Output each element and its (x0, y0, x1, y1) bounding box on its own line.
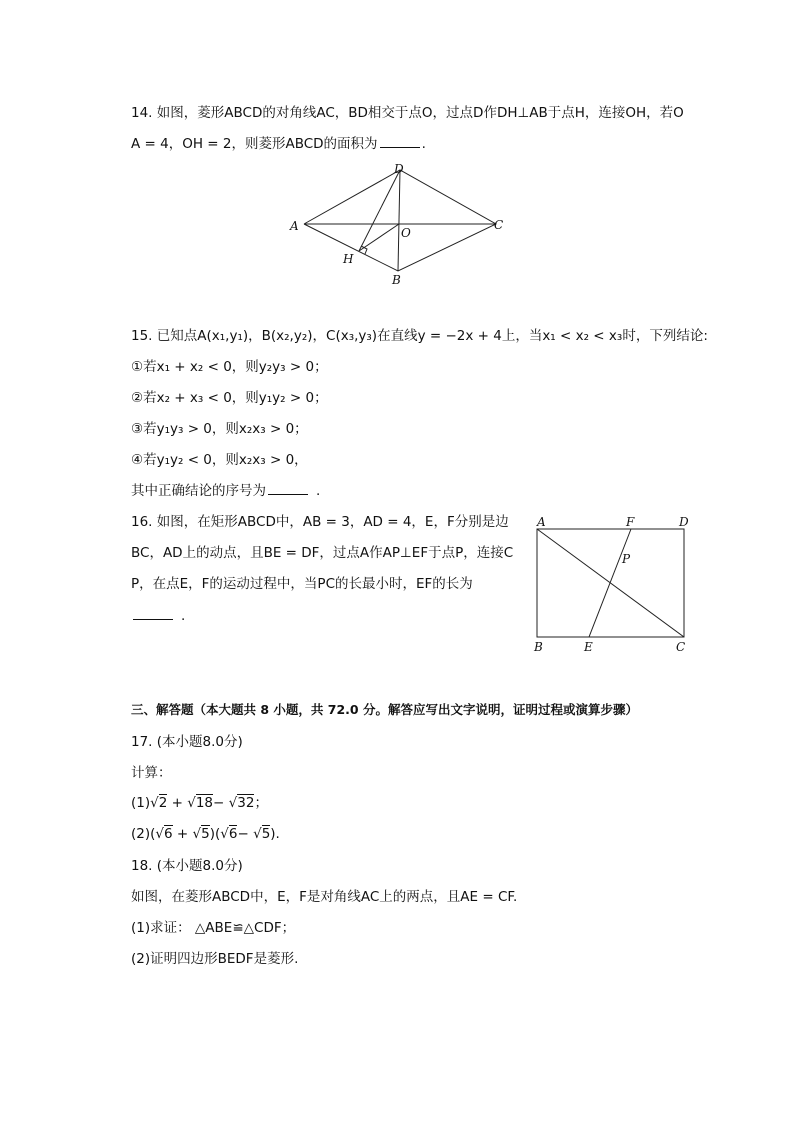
diagonal-bd (398, 170, 400, 271)
radicand: 6 (228, 826, 238, 842)
sqrt-symbol: √ (150, 795, 159, 811)
q18-part-1: (1)求证： △ABE≌△CDF； (131, 920, 296, 936)
sqrt-symbol: √ (228, 795, 238, 811)
label-p: P (622, 552, 631, 566)
q14-line2-text: A = 4，OH = 2，则菱形ABCD的面积为 (131, 136, 378, 152)
q16-line1: 16. 如图，在矩形ABCD中，AB = 3，AD = 4，E，F分别是边 (131, 514, 509, 530)
rhombus-figure-14 (280, 160, 520, 292)
label-a: A (290, 219, 299, 233)
q17-part-1: (1)√2 + √18− √32； (131, 795, 268, 811)
sqrt-symbol: √ (253, 826, 262, 842)
q16-period: . (181, 608, 186, 624)
label-o: O (401, 226, 411, 240)
segment-ef (589, 529, 631, 637)
radicand: 18 (195, 795, 214, 811)
q18-stem: 如图，在菱形ABCD中，E，F是对角线AC上的两点，且AE = CF. (131, 889, 518, 905)
q17-part-2: (2)(√6 + √5)(√6− √5). (131, 826, 280, 842)
q14-period: . (421, 136, 426, 152)
q15-option-3: ③若y₁y₃ > 0，则x₂x₃ > 0； (131, 421, 308, 437)
q15-period: . (316, 483, 321, 499)
label-a: A (537, 515, 546, 529)
q18-part-2: (2)证明四边形BEDF是菱形. (131, 951, 299, 967)
radicand: 2 (158, 795, 168, 811)
q17-header: 17. (本小题8.0分) (131, 734, 243, 750)
label-h: H (343, 252, 354, 266)
label-f: F (626, 515, 635, 529)
answer-blank-15[interactable] (268, 482, 308, 495)
segment-dh (359, 170, 400, 251)
label-c: C (676, 640, 686, 654)
rectangle-figure-16 (526, 512, 706, 657)
q16-line3: P，在点E，F的运动过程中，当PC的长最小时，EF的长为 (131, 576, 473, 592)
q15-stem: 15. 已知点A(x₁,y₁)，B(x₂,y₂)，C(x₃,y₃)在直线y = −2x + 4上，当x₁ < x₂ < x₃时，下列结论: (131, 328, 708, 344)
radicand: 5 (201, 826, 210, 842)
sqrt-symbol: √ (187, 795, 196, 811)
radicand: 6 (164, 826, 173, 842)
radicand: 5 (261, 826, 271, 842)
q17-intro: 计算： (131, 765, 172, 781)
q16-line2: BC，AD上的动点，且BE = DF，过点A作AP⊥EF于点P，连接C (131, 545, 514, 561)
q18-header: 18. (本小题8.0分) (131, 858, 243, 874)
label-b: B (392, 273, 401, 287)
q17-part-1-label: (1) (131, 795, 151, 811)
q15-option-2: ②若x₂ + x₃ < 0，则y₁y₂ > 0； (131, 390, 328, 406)
label-b: B (534, 640, 543, 654)
q15-option-1: ①若x₁ + x₂ < 0，则y₂y₃ > 0； (131, 359, 328, 375)
q17-part-2-label: (2) (131, 826, 151, 842)
answer-blank-16[interactable] (133, 607, 173, 620)
q14-line2 (131, 134, 426, 154)
q16-line4 (131, 606, 185, 626)
label-e: E (584, 640, 593, 654)
sqrt-symbol: √ (192, 826, 202, 842)
label-d: D (679, 515, 689, 529)
section-3-title: 三、解答题（本大题共 8 小题，共 72.0 分。解答应写出文字说明，证明过程或演算步骤） (131, 702, 638, 717)
q14-line1: 14. 如图，菱形ABCD的对角线AC，BD相交于点O，过点D作DH⊥AB于点H，连接OH，若O (131, 105, 684, 121)
q15-option-4: ④若y₁y₂ < 0，则x₂x₃ > 0， (131, 452, 308, 468)
segment-oh (359, 224, 399, 251)
label-c: C (494, 218, 504, 232)
sqrt-symbol: √ (220, 826, 229, 842)
answer-blank-14[interactable] (380, 135, 420, 148)
radicand: 32 (237, 795, 255, 811)
q15-answer-text: 其中正确结论的序号为 (131, 483, 266, 499)
label-d: D (394, 162, 404, 176)
sqrt-symbol: √ (155, 826, 165, 842)
q15-answer-line (131, 481, 320, 501)
